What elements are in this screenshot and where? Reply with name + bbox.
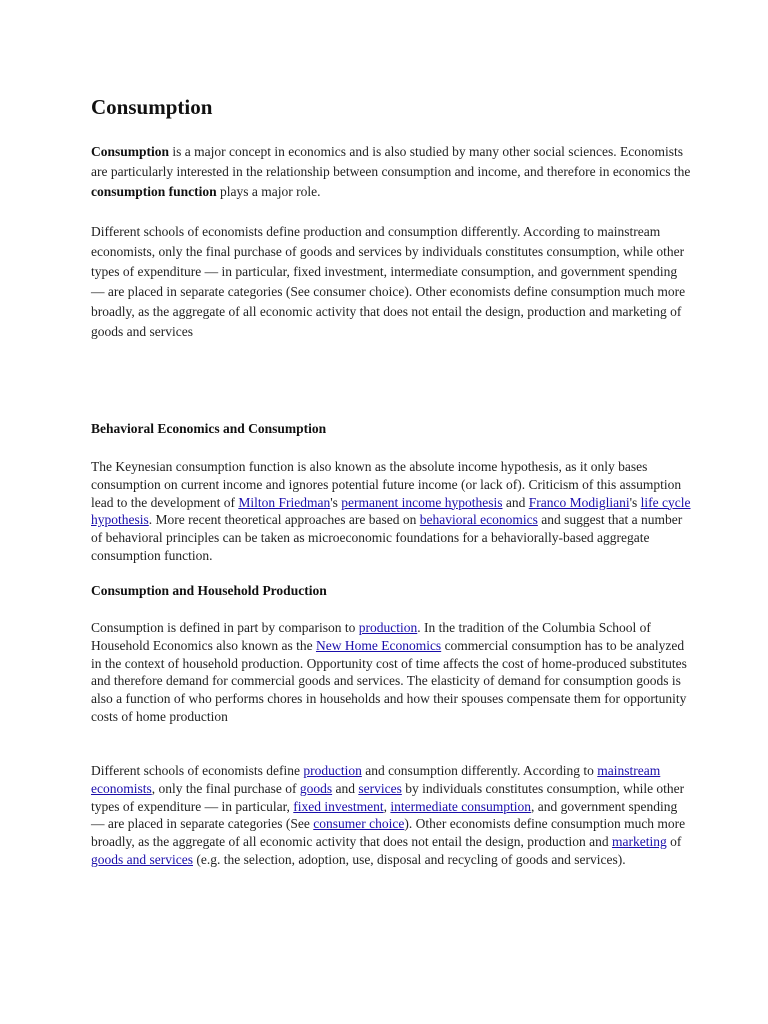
household-text-1: Consumption is defined in part by comparison to bbox=[91, 620, 359, 635]
final-text-9: of bbox=[666, 834, 682, 850]
behavioral-text-1: The Keynesian consumption function is also known as the absolute income hypothesis, as it only bases consumption on current income and ignores potential future income (or lack of). Criticism of this assumption lead to the development of bbox=[91, 459, 682, 510]
heading-behavioral-economics: Behavioral Economics and Consumption bbox=[91, 421, 327, 436]
behavioral-text-4: 's bbox=[629, 494, 641, 510]
intro-text-2: plays a major role. bbox=[216, 184, 321, 199]
link-behavioral-economics[interactable]: behavioral economics bbox=[419, 512, 538, 528]
link-milton-friedman[interactable]: Milton Friedman bbox=[238, 494, 331, 510]
final-text-3: , only the final purchase of bbox=[151, 780, 300, 796]
behavioral-paragraph bbox=[91, 458, 691, 565]
behavioral-text-5: . More recent theoretical approaches are based on bbox=[148, 512, 420, 528]
link-services[interactable]: services bbox=[358, 780, 402, 796]
link-fixed-investment[interactable]: fixed investment bbox=[293, 798, 384, 814]
link-mainstream-economists[interactable]: mainstream economists bbox=[91, 763, 661, 796]
link-goods[interactable]: goods bbox=[299, 780, 333, 796]
link-goods-and-services[interactable]: goods and services bbox=[91, 851, 193, 867]
term-consumption-function: consumption function bbox=[91, 184, 217, 199]
final-text-5: by individuals constitutes consumption, while other types of expenditure — in particular, bbox=[91, 780, 685, 814]
link-franco-modigliani[interactable]: Franco Modigliani bbox=[528, 494, 630, 510]
household-text-2: . In the tradition of the Columbia School of Household Economics also known as the bbox=[91, 620, 651, 653]
link-new-home-economics[interactable]: New Home Economics bbox=[315, 637, 442, 653]
heading-household-production: Consumption and Household Production bbox=[91, 583, 327, 598]
final-paragraph bbox=[91, 762, 691, 869]
link-production[interactable]: production bbox=[358, 620, 418, 635]
final-text-10: (e.g. the selection, adoption, use, disposal and recycling of goods and services). bbox=[192, 851, 626, 867]
final-text-6: , bbox=[383, 798, 391, 814]
final-text-1: Different schools of economists define bbox=[91, 763, 304, 778]
intro-paragraph bbox=[91, 142, 691, 202]
behavioral-text-3: and bbox=[502, 494, 529, 510]
schools-paragraph: Different schools of economists define production and consumption differently. According to mainstream economists, only the final purchase of goods and services by individuals constitutes consumption, while other types of expenditure — in particular, fixed investment, intermediate consumption, and government spending — are placed in separate categories (See consumer choice). Other economists define consumption much more broadly, as the aggregate of all economic activity that does not entail the design, production and marketing of goods and services bbox=[91, 224, 686, 339]
link-production-2[interactable]: production bbox=[303, 763, 362, 778]
final-text-8: ). Other economists define consumption much more broadly, as the aggregate of all economic activity that does not entail the design, production and bbox=[91, 816, 686, 850]
link-permanent-income-hypothesis[interactable]: permanent income hypothesis bbox=[341, 494, 503, 510]
intro-text-1: is a major concept in economics and is also studied by many other social sciences. Economists are particularly interested in the relationship between consumption and income, and therefore in economics the bbox=[91, 144, 691, 179]
page-title: Consumption bbox=[91, 95, 213, 119]
behavioral-text-2: 's bbox=[330, 494, 342, 510]
behavioral-text-6: and suggest that a number of behavioral principles can be taken as microeconomic foundations for a behaviorally-based aggregate consumption function. bbox=[91, 512, 683, 563]
link-marketing[interactable]: marketing bbox=[611, 834, 667, 850]
final-text-2: and consumption differently. According to bbox=[361, 763, 598, 778]
household-paragraph bbox=[91, 619, 691, 726]
final-text-4: and bbox=[332, 780, 359, 796]
household-text-3: commercial consumption has to be analyzed in the context of household production. Opportunity cost of time affects the cost of home-produced substitutes and therefore demand for commercial goods and services. The elasticity of demand for consumption goods is also a function of who performs chores in households and how their spouses compensate them for opportunity costs of home production bbox=[91, 637, 687, 724]
link-life-cycle-hypothesis[interactable]: life cycle hypothesis bbox=[91, 494, 691, 528]
final-text-7: , and government spending — are placed in separate categories (See bbox=[91, 798, 678, 832]
link-intermediate-consumption[interactable]: intermediate consumption bbox=[390, 798, 531, 814]
link-consumer-choice[interactable]: consumer choice bbox=[313, 816, 405, 832]
term-consumption: Consumption bbox=[91, 144, 170, 159]
